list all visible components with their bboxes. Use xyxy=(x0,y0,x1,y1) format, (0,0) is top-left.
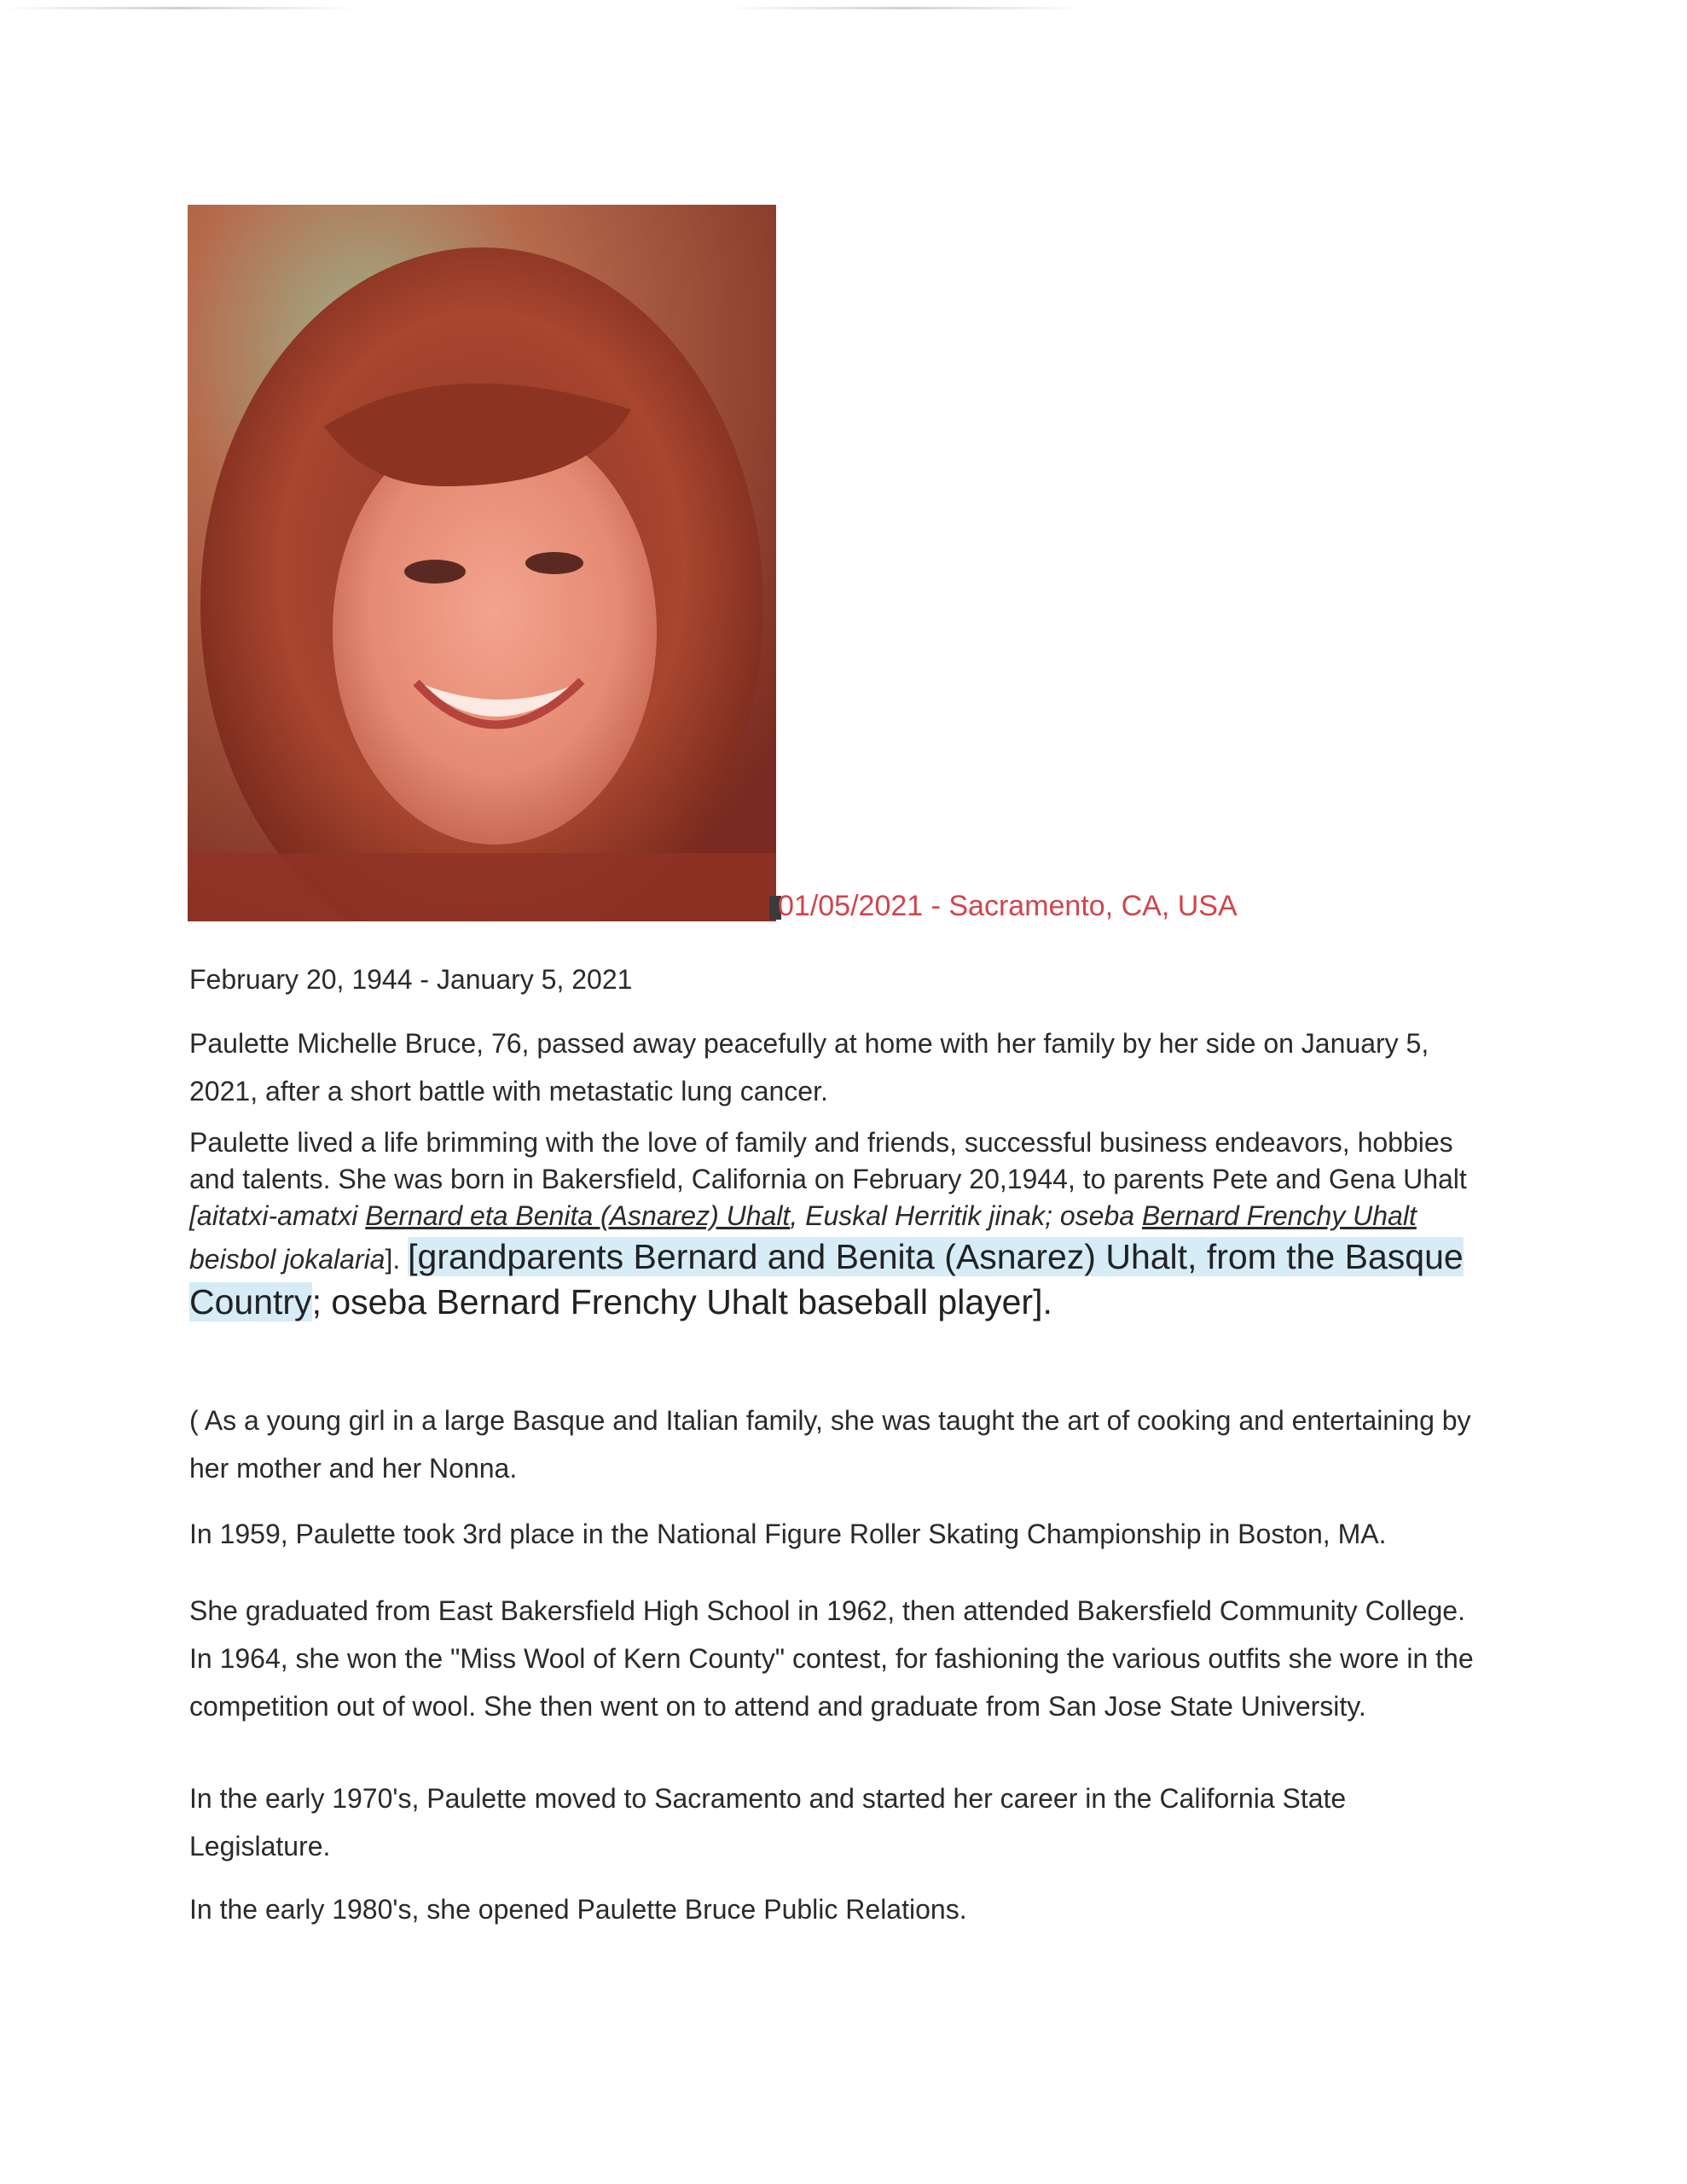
basque-open: [aitatxi-amatxi xyxy=(189,1200,366,1231)
basque-mid: , Euskal Herritik jinak; oseba xyxy=(790,1200,1142,1231)
scan-edge-left xyxy=(0,7,358,9)
basque-end: beisbol jokalaria xyxy=(189,1244,386,1275)
paragraph-education: She graduated from East Bakersfield High School in 1962, then attended Bakersfield Community College. In 1964, she won the "Miss Wool of Kern County" contest, for fashioning the various outfits she wore in the competition out of wool. She then went on to attend and graduate from San Jose State University. xyxy=(189,1595,1474,1722)
paragraph-passing: Paulette Michelle Bruce, 76, passed away peacefully at home with her family by her side on January 5, 2021, after a short battle with metastatic lung cancer. xyxy=(189,1028,1429,1107)
portrait-photo xyxy=(188,205,776,921)
paragraph-business: In the early 1980's, she opened Paulette Bruce Public Relations. xyxy=(189,1894,967,1925)
basque-close: ]. xyxy=(385,1244,409,1275)
paragraph-skating: In 1959, Paulette took 3rd place in the National Figure Roller Skating Championship in Boston, MA. xyxy=(189,1519,1387,1549)
life-dates: February 20, 1944 - January 5, 2021 xyxy=(189,964,633,995)
basque-link-uncle: Bernard Frenchy Uhalt xyxy=(1141,1200,1417,1231)
paragraph-career: In the early 1970's, Paulette moved to Sacramento and started her career in the California State Legislature. xyxy=(189,1783,1347,1862)
translation-rest: ; oseba Bernard Frenchy Uhalt baseball player]. xyxy=(311,1282,1052,1321)
translation-highlight: [grandparents Bernard and Benita (Asnarez) Uhalt, from the Basque Country xyxy=(189,1237,1464,1321)
photo-caption: 01/05/2021 - Sacramento, CA, USA xyxy=(778,890,1238,922)
paragraph-family xyxy=(189,1124,1486,1325)
family-intro: Paulette lived a life brimming with the love of family and friends, successful business endeavors, hobbies and talents. She was born in Bakersfield, California on February 20,1944, to parents Pete and Gena Uhalt xyxy=(189,1127,1467,1194)
scan-edge-right xyxy=(725,7,1083,9)
portrait-illustration xyxy=(188,205,776,921)
paragraph-childhood: ( As a young girl in a large Basque and Italian family, she was taught the art of cooking and entertaining by her mother and her Nonna. xyxy=(189,1405,1471,1484)
basque-link-grandparents: Bernard eta Benita (Asnarez) Uhalt xyxy=(365,1200,791,1231)
